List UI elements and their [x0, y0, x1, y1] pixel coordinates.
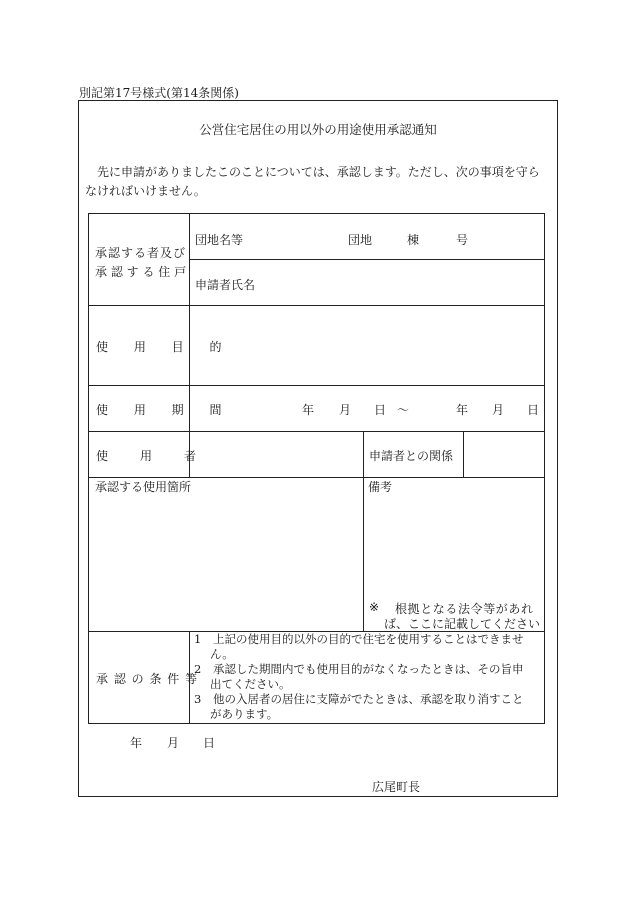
approved-person-label-line1: 承認する者及び	[95, 246, 187, 260]
issue-day-label: 日	[203, 736, 216, 750]
period-tilde: 〜	[397, 403, 410, 417]
end-year-label: 年	[456, 403, 469, 417]
conditions-label: 承 認 の 条 件 等	[96, 672, 199, 686]
start-day-label: 日	[374, 403, 387, 417]
danchi-name-label: 団地名等	[195, 233, 244, 247]
table-left-border	[88, 213, 89, 723]
purpose-label: 使 用 目 的	[96, 340, 233, 354]
row-divider-inner	[189, 259, 544, 260]
location-field[interactable]	[92, 496, 358, 626]
condition-3-line2: があります。	[210, 707, 279, 721]
table-top-border	[88, 213, 545, 214]
unit-number-label: 号	[456, 233, 469, 247]
condition-1-line2: ん。	[210, 647, 234, 661]
end-month-label: 月	[492, 403, 505, 417]
relation-field[interactable]	[467, 435, 540, 473]
row-divider	[88, 431, 545, 432]
start-month-label: 月	[339, 403, 352, 417]
condition-1-line1: 上記の使用目的以外の目的で住宅を使用することはできませ	[213, 632, 524, 646]
note-line1: 根拠となる法令等があれ	[395, 602, 534, 616]
condition-3-number: 3	[194, 692, 202, 706]
row-divider	[88, 305, 545, 306]
remarks-label: 備考	[368, 480, 393, 494]
middle-column-divider	[363, 431, 364, 631]
issue-month-label: 月	[167, 736, 180, 750]
purpose-field[interactable]	[192, 309, 540, 381]
condition-3-line1: 他の入居者の居住に支障がでたときは、承認を取り消すこと	[213, 692, 524, 706]
note-line2: ば、ここに記載してください	[384, 617, 541, 631]
note-mark: ※	[369, 600, 380, 614]
table-bottom-border	[88, 723, 545, 724]
applicant-name-field[interactable]	[192, 292, 537, 304]
document-title: 公営住宅居住の用以外の用途使用承認通知	[199, 122, 437, 137]
row-divider	[88, 385, 545, 386]
issuer-name: 広尾町長	[372, 780, 421, 794]
intro-paragraph: 先に申請がありましたこのことについては、承認します。ただし、次の事項を守らなければいけません。	[85, 165, 540, 198]
user-field[interactable]	[192, 435, 359, 473]
condition-2-number: 2	[194, 662, 202, 676]
user-label: 使 用 者	[96, 449, 207, 463]
location-label: 承認する使用箇所	[95, 480, 192, 494]
building-label: 棟	[407, 233, 420, 247]
relation-column-divider	[463, 431, 464, 477]
applicant-name-label: 申請者氏名	[195, 278, 256, 292]
end-day-label: 日	[527, 403, 540, 417]
relation-label: 申請者との関係	[369, 449, 454, 463]
period-label: 使 用 期 間	[96, 403, 233, 417]
condition-1-number: 1	[194, 632, 202, 646]
danchi-suffix: 団地	[348, 233, 373, 247]
approved-person-label-line2: 承 認 す る 住 戸	[95, 265, 187, 279]
condition-2-line1: 承認した期間内でも使用目的がなくなったときは、その旨申	[213, 662, 524, 676]
issue-year-label: 年	[130, 736, 143, 750]
start-year-label: 年	[302, 403, 315, 417]
form-number: 別記第17号様式(第14条関係)	[79, 86, 239, 100]
table-right-border	[544, 213, 545, 723]
condition-2-line2: 出てください。	[210, 677, 291, 691]
